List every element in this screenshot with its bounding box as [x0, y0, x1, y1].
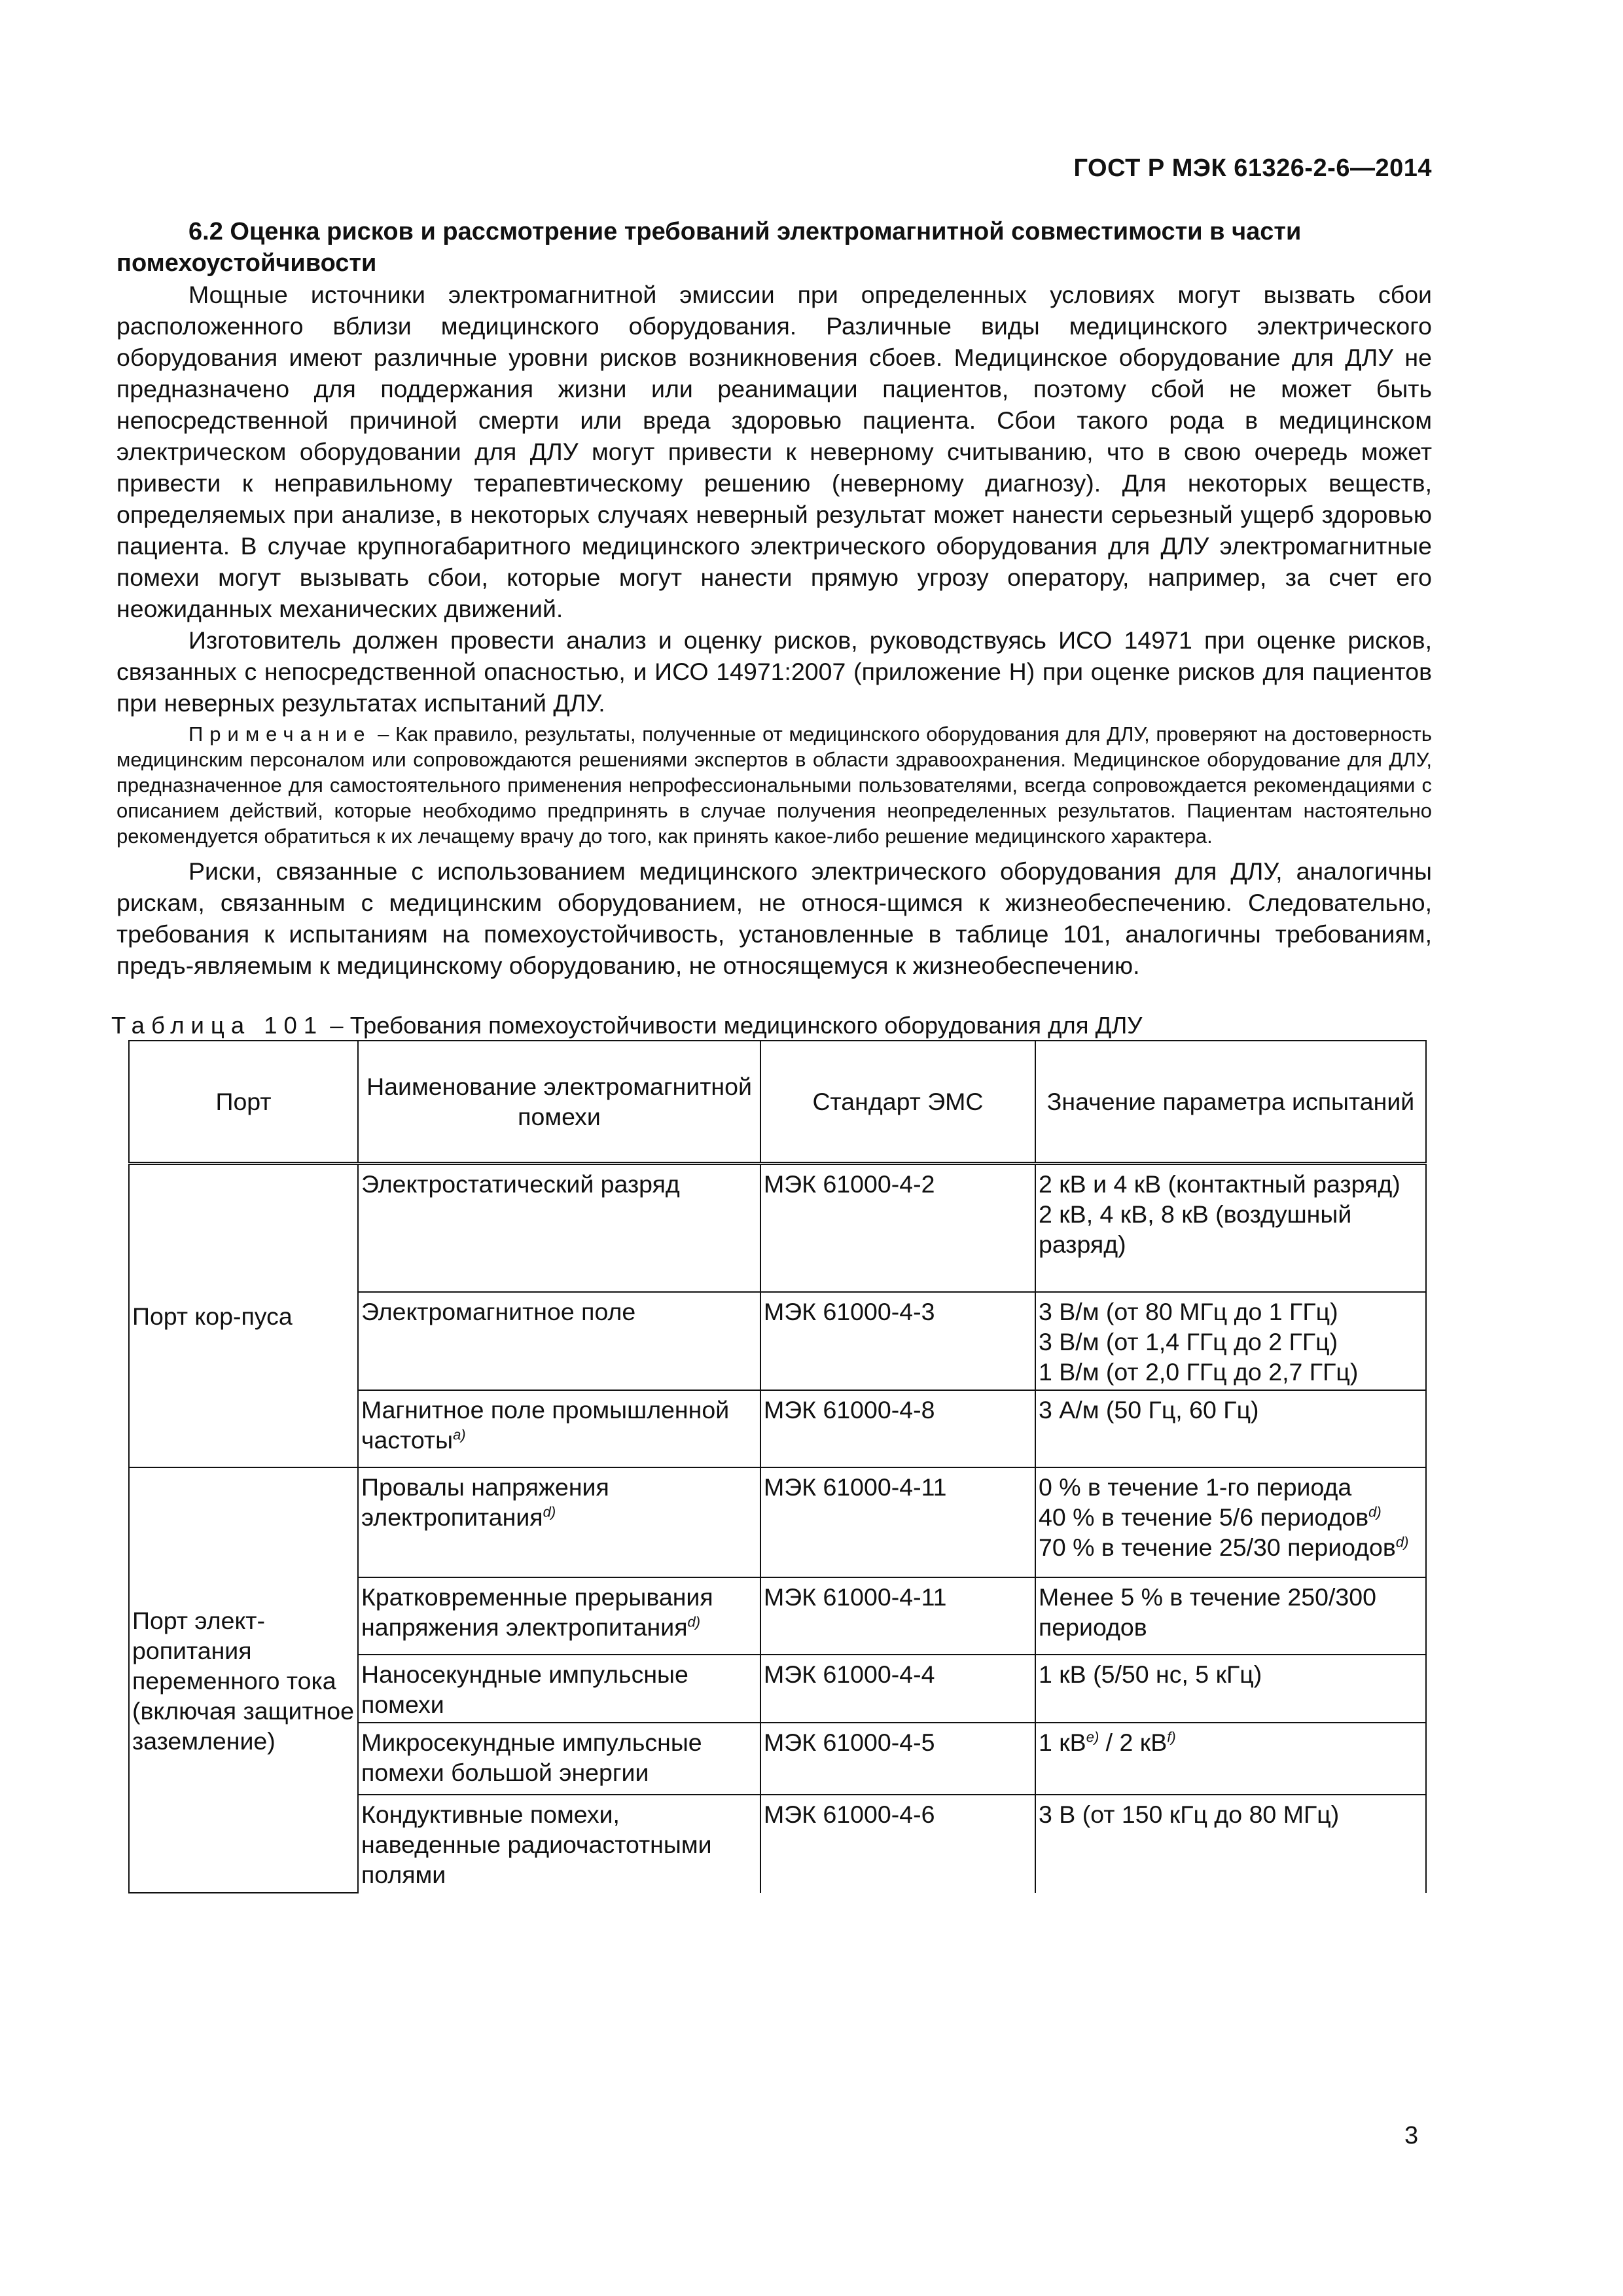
- phenomenon-cell: Кондуктивные помехи, наведенные радиочастотными полями: [358, 1795, 760, 1893]
- value-cell: 3 В (от 150 кГц до 80 МГц): [1035, 1795, 1426, 1893]
- phenomenon-cell: Электростатический разряд: [358, 1164, 760, 1292]
- table-row: [129, 1164, 1426, 1292]
- footnote-ref: d): [543, 1503, 556, 1520]
- phenomenon-cell: [358, 1577, 760, 1655]
- header-phenomenon: Наименование электромагнитной помехи: [358, 1041, 760, 1164]
- table-caption: [111, 1011, 1432, 1040]
- phenomenon-cell: Микросекундные импульсные помехи большой энергии: [358, 1723, 760, 1795]
- value-text: 2 кВ: [1119, 1728, 1168, 1756]
- value-text: 1 кВ: [1039, 1728, 1086, 1756]
- value-cell: [1035, 1723, 1426, 1795]
- standard-cell: МЭК 61000-4-3: [760, 1292, 1035, 1390]
- value-cell: [1035, 1467, 1426, 1577]
- immunity-requirements-table: [128, 1040, 1427, 1893]
- note-text: – Как правило, результаты, полученные от медицинского оборудования для ДЛУ, проверяют на достоверность медицинским персоналом или сопровождаются решениями экспертов в области здравоохранения. Медицинское оборудование для ДЛУ, предназначенное для самостоятельного применения непрофессиональными пользователями, всегда сопровождается рекомендациями с описанием действий, которые необходимо предпринять в случае получения неопределенных результатов. Пациентам настоятельно рекомендуется обратиться к их лечащему врачу до того, как принять какое-либо решение медицинского характера.: [116, 723, 1432, 848]
- value-cell: [1035, 1164, 1426, 1292]
- footnote-ref: d): [1395, 1534, 1409, 1550]
- footnote-ref: d): [687, 1613, 701, 1630]
- value-line: 0 % в течение 1-го периода: [1039, 1473, 1352, 1501]
- value-line: [1039, 1502, 1423, 1532]
- value-cell: [1035, 1292, 1426, 1390]
- footnote-ref: f): [1167, 1729, 1176, 1745]
- phenomenon-text: Магнитное поле промышленной частоты: [361, 1395, 730, 1454]
- standard-cell: МЭК 61000-4-5: [760, 1723, 1035, 1795]
- phenomenon-cell: Электромагнитное поле: [358, 1292, 760, 1390]
- phenomenon-cell: [358, 1390, 760, 1467]
- value-line: 2 кВ и 4 кВ (контактный разряд): [1039, 1170, 1400, 1198]
- value-text: 70 % в течение 25/30 периодов: [1039, 1533, 1396, 1561]
- footnote-ref: e): [1086, 1729, 1099, 1745]
- standard-cell: МЭК 61000-4-11: [760, 1577, 1035, 1655]
- value-separator: /: [1099, 1728, 1120, 1756]
- table-row: [129, 1467, 1426, 1577]
- phenomenon-text: Кратковременные прерывания напряжения электропитания: [361, 1583, 713, 1641]
- port-cell-ac-power: Порт элект-ропитания переменного тока (включая защитное заземление): [129, 1467, 358, 1893]
- value-cell: 3 А/м (50 Гц, 60 Гц): [1035, 1390, 1426, 1467]
- phenomenon-cell: [358, 1467, 760, 1577]
- table-caption-text: – Требования помехоустойчивости медицинского оборудования для ДЛУ: [323, 1012, 1143, 1039]
- value-text: 40 % в течение 5/6 периодов: [1039, 1503, 1369, 1531]
- value-line: 3 В/м (от 1,4 ГГц до 2 ГГц): [1039, 1327, 1338, 1355]
- standard-cell: МЭК 61000-4-11: [760, 1467, 1035, 1577]
- value-line: 1 В/м (от 2,0 ГГц до 2,7 ГГц): [1039, 1357, 1359, 1386]
- header-value: Значение параметра испытаний: [1035, 1041, 1426, 1164]
- document-body: [111, 216, 1432, 1893]
- value-cell: Менее 5 % в течение 250/300 периодов: [1035, 1577, 1426, 1655]
- standard-code-header: ГОСТ Р МЭК 61326-2-6—2014: [1073, 154, 1432, 182]
- value-line: 3 В/м (от 80 МГц до 1 ГГц): [1039, 1297, 1338, 1325]
- footnote-ref: d): [1368, 1503, 1382, 1520]
- section-title: 6.2 Оценка рисков и рассмотрение требований электромагнитной совместимости в части помехоустойчивости: [116, 218, 1302, 277]
- paragraph-1: Мощные источники электромагнитной эмиссии при определенных условиях могут вызвать сбои расположенного вблизи медицинского оборудования. Различные виды медицинского электрического оборудования имеют различные уровни рисков возникновения сбоев. Медицинское оборудование для ДЛУ не предназначено для поддержания жизни или реанимации пациентов, поэтому сбой не может быть непосредственной причиной смерти или вреда здоровью пациента. Сбои такого рода в медицинском электрическом оборудовании для ДЛУ могут привести к неверному считыванию, что в свою очередь может привести к неправильному терапевтическому решению (неверному диагнозу). Для некоторых веществ, определяемых при анализе, в некоторых случаях неверный результат может нанести серьезный ущерб здоровью пациента. В случае крупногабаритного медицинского электрического оборудования для ДЛУ электромагнитные помехи могут вызывать сбои, которые могут нанести прямую угрозу оператору, например, за счет его неожиданных механических движений.: [116, 281, 1432, 622]
- standard-cell: МЭК 61000-4-6: [760, 1795, 1035, 1893]
- phenomenon-text: Провалы напряжения электропитания: [361, 1473, 609, 1531]
- page-number: 3: [1404, 2122, 1419, 2149]
- value-cell: 1 кВ (5/50 нс, 5 кГц): [1035, 1655, 1426, 1723]
- port-cell-enclosure: Порт кор-пуса: [129, 1164, 358, 1467]
- note-label: Примечание: [188, 723, 372, 745]
- standard-cell: МЭК 61000-4-2: [760, 1164, 1035, 1292]
- value-line: 2 кВ, 4 кВ, 8 кВ (воздушный разряд): [1039, 1200, 1352, 1258]
- table-header-row: [129, 1041, 1426, 1164]
- paragraph-3: Риски, связанные с использованием медицинского электрического оборудования для ДЛУ, аналогичны рискам, связанным с медицинским оборудованием, не относя-щимся к жизнеобеспечению. Следовательно, требования к испытаниям на помехоустойчивость, установленные в таблице 101, аналогичны требованиям, предъ-являемым к медицинскому оборудованию, не относящемуся к жизнеобеспечению.: [116, 857, 1432, 979]
- header-port: Порт: [129, 1041, 358, 1164]
- note: [116, 721, 1432, 849]
- value-line: [1039, 1532, 1423, 1562]
- standard-cell: МЭК 61000-4-8: [760, 1390, 1035, 1467]
- phenomenon-cell: Наносекундные импульсные помехи: [358, 1655, 760, 1723]
- header-standard: Стандарт ЭМС: [760, 1041, 1035, 1164]
- paragraph-2: Изготовитель должен провести анализ и оценку рисков, руководствуясь ИСО 14971 при оценке рисков, связанных с непосредственной опасностью, и ИСО 14971:2007 (приложение Н) при оценке рисков для пациентов при неверных результатах испытаний ДЛУ.: [116, 626, 1432, 717]
- standard-cell: МЭК 61000-4-4: [760, 1655, 1035, 1723]
- table-caption-label: Таблица 101: [111, 1012, 324, 1039]
- footnote-ref: a): [453, 1426, 466, 1443]
